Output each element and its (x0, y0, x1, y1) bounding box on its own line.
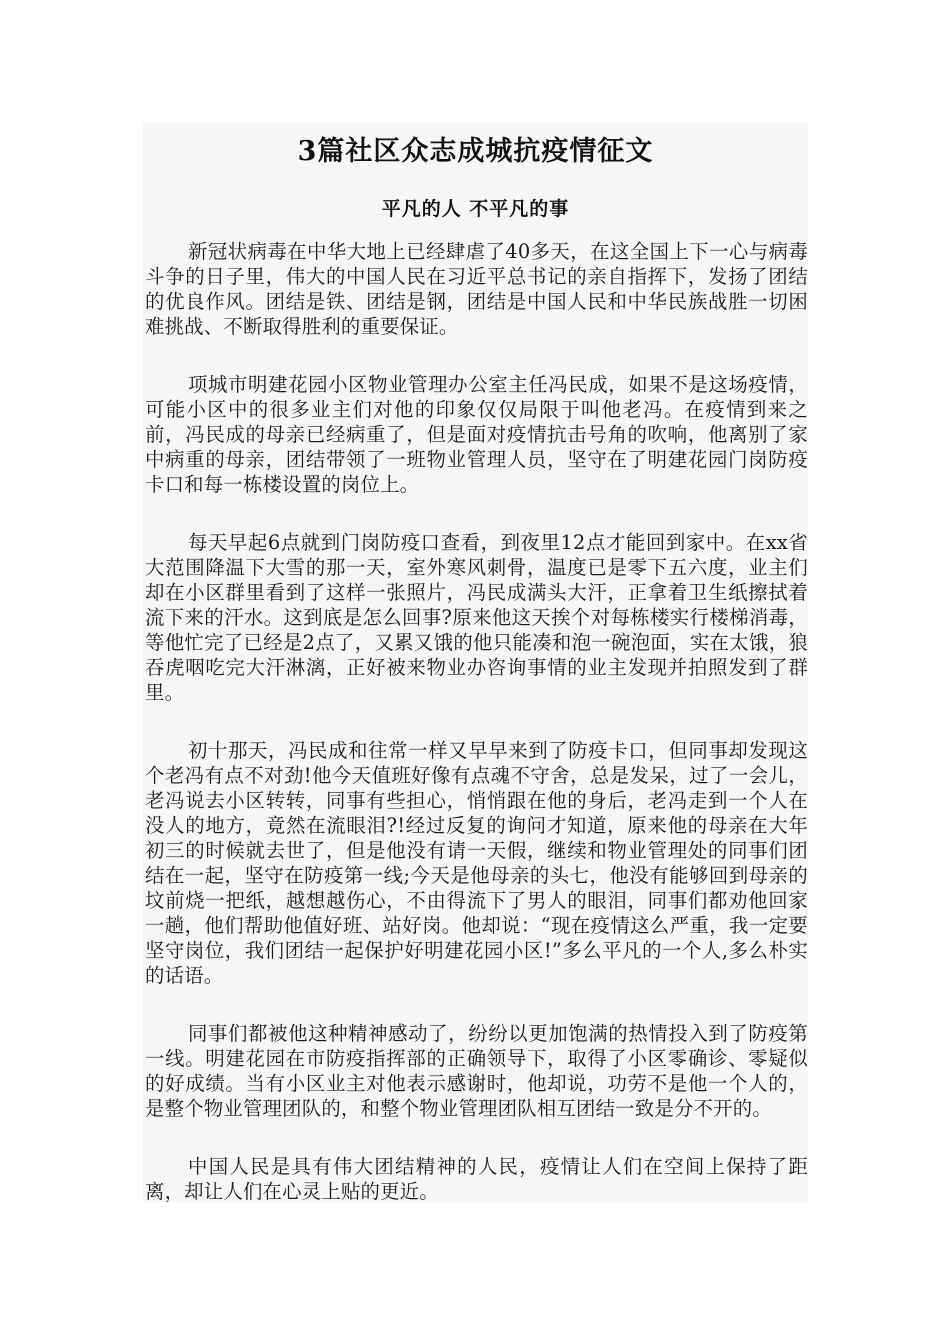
paragraph: 初十那天，冯民成和往常一样又早早来到了防疫卡口，但同事却发现这个老冯有点不对劲!他今天值班好像有点魂不守舍，总是发呆，过了一会儿，老冯说去小区转转，同事有些担心，悄悄跟在他的身后，老冯走到一个人在没人的地方，竟然在流眼泪?!经过反复的询问才知道，原来他的母亲在大年初三的时候就去世了，但是他没有请一天假，继续和物业管理处的同事们团结在一起，坚守在防疫第一线;今天是他母亲的头七，他没有能够回到母亲的坟前烧一把纸，越想越伤心，不由得流下了男人的眼泪，同事们都劝他回家一趟，他们帮助他值好班、站好岗。他却说：“现在疫情这么严重，我一定要坚守岗位，我们团结一起保护好明建花园小区!”多么平凡的一个人,多么朴实的话语。 (145, 739, 808, 987)
paragraph: 每天早起6点就到门岗防疫口查看，到夜里12点才能回到家中。在xx省大范围降温下大雪的那一天，室外寒风刺骨，温度已是零下五六度，业主们却在小区群里看到了这样一张照片，冯民成满头大汗，正拿着卫生纸擦拭着流下来的汗水。这到底是怎么回事?原来他这天挨个对每栋楼实行楼梯消毒，等他忙完了已经是2点了，又累又饿的他只能凑和泡一碗泡面，实在太饿，狼吞虎咽吃完大汗淋漓，正好被来物业办咨询事情的业主发现并拍照发到了群里。 (145, 531, 808, 704)
paragraph: 新冠状病毒在中华大地上已经肆虐了40多天，在这全国上下一心与病毒斗争的日子里，伟大的中国人民在习近平总书记的亲自指挥下，发扬了团结的优良作风。团结是铁、团结是钢，团结是中国人民和中华民族战胜一切困难挑战、不断取得胜利的重要保证。 (145, 240, 808, 338)
paragraph: 中国人民是具有伟大团结精神的人民，疫情让人们在空间上保持了距离，却让人们在心灵上贴的更近。 (145, 1155, 808, 1203)
paragraph: 同事们都被他这种精神感动了，纷纷以更加饱满的热情投入到了防疫第一线。明建花园在市防疫指挥部的正确领导下，取得了小区零确诊、零疑似的好成绩。当有小区业主对他表示感谢时，他却说，功劳不是他一个人的，是整个物业管理团队的，和整个物业管理团队相互团结一致是分不开的。 (145, 1022, 808, 1120)
document-subtitle: 平凡的人 不平凡的事 (381, 198, 570, 220)
document-body (145, 239, 808, 1237)
paragraph: 项城市明建花园小区物业管理办公室主任冯民成，如果不是这场疫情，可能小区中的很多业主们对他的印象仅仅局限于叫他老冯。在疫情到来之前，冯民成的母亲已经病重了，但是面对疫情抗击号角的吹响，他离别了家中病重的母亲，团结带领了一班物业管理人员，坚守在了明建花园门岗防疫卡口和每一栋楼设置的岗位上。 (145, 373, 808, 496)
text-block (143, 123, 808, 1202)
document-title: 3篇社区众志成城抗疫情征文 (297, 136, 654, 167)
